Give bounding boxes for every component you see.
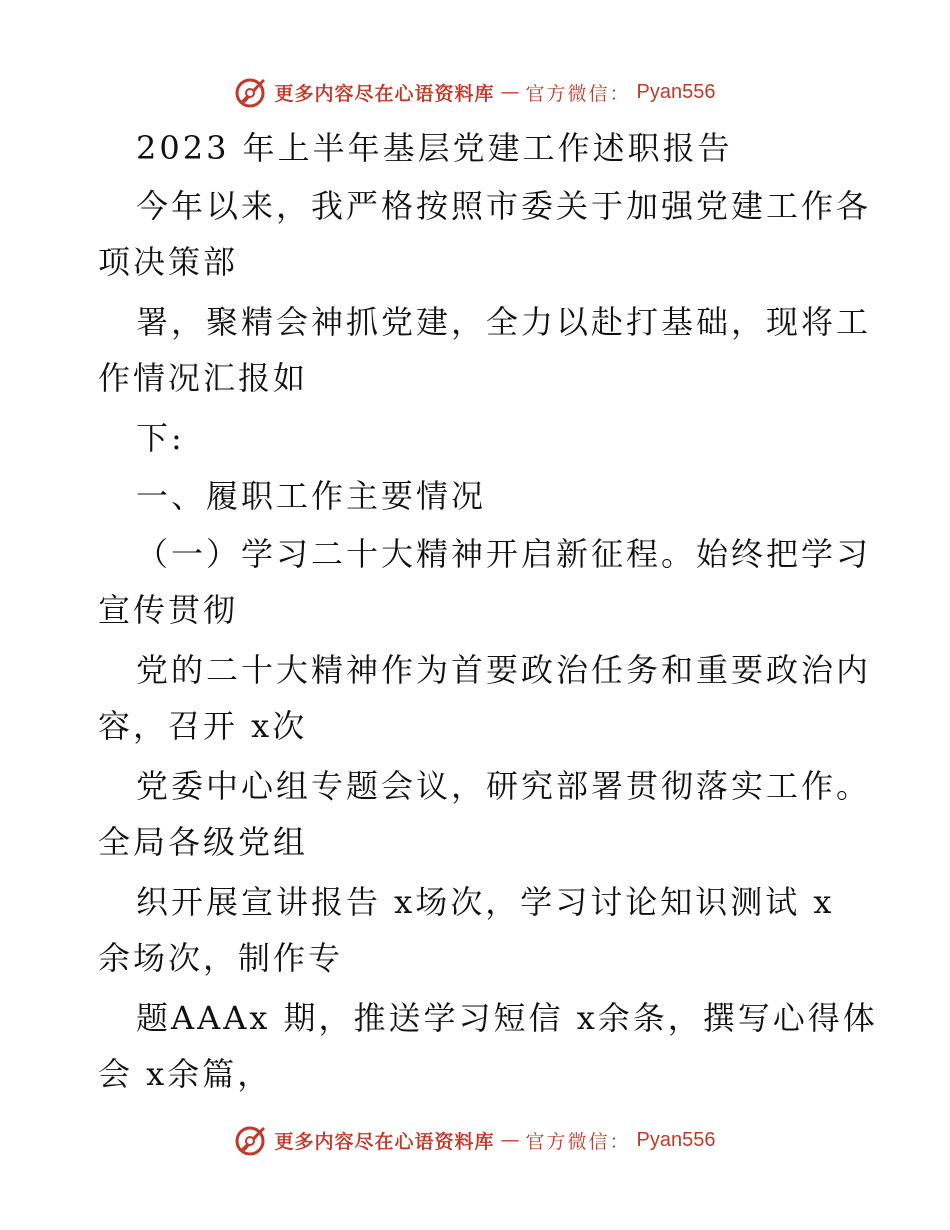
watermark-text: 更多内容尽在心语资料库: [274, 1130, 495, 1153]
paragraph-line: 题AAAx 期，推送学习短信 x余条，撰写心得体: [136, 999, 878, 1037]
watermark-wechat-id: Pyan556: [636, 80, 716, 103]
paragraph-line: 党委中心组专题会议，研究部署贯彻落实工作。: [136, 767, 872, 805]
paragraph-line: 织开展宣讲报告 x场次，学习讨论知识测试 x: [136, 883, 835, 921]
watermark-wechat-id: Pyan556: [636, 1128, 716, 1151]
section-heading: 一、履职工作主要情况: [136, 477, 487, 515]
watermark-footer: [0, 1120, 950, 1160]
paragraph-line: 会 x余篇，: [98, 1055, 273, 1093]
paragraph-line: 党的二十大精神作为首要政治任务和重要政治内: [136, 651, 872, 689]
paragraph-line: 容，召开 x次: [98, 707, 308, 745]
paragraph-line: 作情况汇报如: [98, 359, 309, 397]
paragraph-line: 余场次，制作专: [98, 939, 344, 977]
watermark-text: 更多内容尽在心语资料库: [274, 82, 495, 105]
document-title: 2023 年上半年基层党建工作述职报告: [136, 129, 733, 167]
quill-seal-icon: [235, 1123, 269, 1157]
paragraph-line: 下:: [136, 419, 185, 457]
watermark-dash: —: [500, 1129, 520, 1151]
paragraph-line: 今年以来，我严格按照市委关于加强党建工作各: [136, 187, 872, 225]
watermark-official-label: 官方微信：: [525, 1130, 631, 1153]
watermark-header: [0, 72, 950, 112]
paragraph-line: 署，聚精会神抓党建，全力以赴打基础，现将工: [136, 303, 872, 341]
watermark-dash: —: [500, 81, 520, 103]
paragraph-line: 全局各级党组: [98, 823, 309, 861]
watermark-official-label: 官方微信：: [525, 82, 631, 105]
quill-seal-icon: [235, 75, 269, 109]
paragraph-line: 宣传贯彻: [98, 591, 239, 629]
paragraph-line: （一）学习二十大精神开启新征程。始终把学习: [136, 535, 872, 573]
paragraph-line: 项决策部: [98, 243, 239, 281]
